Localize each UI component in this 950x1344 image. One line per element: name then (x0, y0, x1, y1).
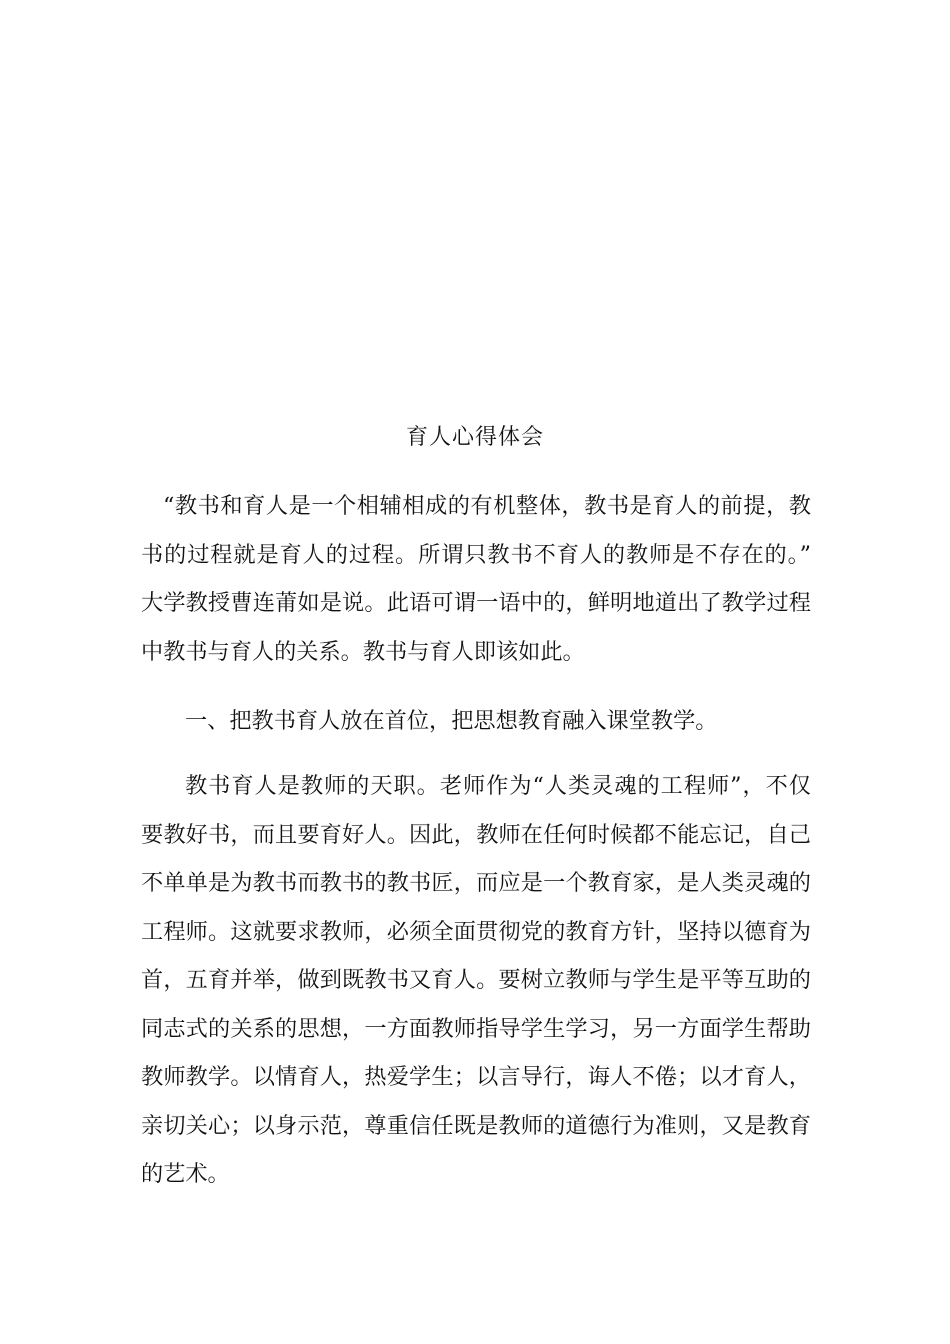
paragraph-line: 首，五育并举，做到既教书又育人。要树立教师与学生是平等互助的 (141, 967, 811, 993)
paragraph-line: 大学教授曹连莆如是说。此语可谓一语中的，鲜明地道出了教学过程 (141, 590, 811, 616)
paragraph-2 (141, 762, 811, 1199)
paragraph-line: 的艺术。 (141, 1161, 230, 1187)
paragraph-line: 中教书与育人的关系。教书与育人即该如此。 (141, 638, 585, 665)
section-heading-text: 一、把教书育人放在首位，把思想教育融入课堂教学。 (185, 708, 718, 734)
paragraph-line: 亲切关心；以身示范，尊重信任既是教师的道德行为准则，又是教育 (141, 1112, 811, 1139)
paragraph-line: “教书和育人是一个相辅相成的有机整体，教书是育人的前提，教 (163, 493, 811, 519)
paragraph-1 (141, 482, 811, 676)
section-heading-1 (141, 697, 811, 746)
paragraph-line: 书的过程就是育人的过程。所谓只教书不育人的教师是不存在的。” (141, 541, 811, 568)
paragraph-line: 同志式的关系的思想，一方面教师指导学生学习，另一方面学生帮助 (141, 1015, 811, 1042)
paragraph-line: 教师教学。以情育人，热爱学生；以言导行，诲人不倦；以才育人， (141, 1064, 811, 1090)
paragraph-line: 教书育人是教师的天职。老师作为“人类灵魂的工程师”，不仅 (185, 773, 811, 799)
document-title: 育人心得体会 (405, 425, 544, 450)
paragraph-line: 不单单是为教书而教书的教书匠，而应是一个教育家，是人类灵魂的 (141, 870, 811, 896)
paragraph-line: 要教好书，而且要育好人。因此，教师在任何时候都不能忘记，自己 (141, 821, 811, 848)
paragraph-line: 工程师。这就要求教师，必须全面贯彻党的教育方针，坚持以德育为 (141, 918, 811, 945)
